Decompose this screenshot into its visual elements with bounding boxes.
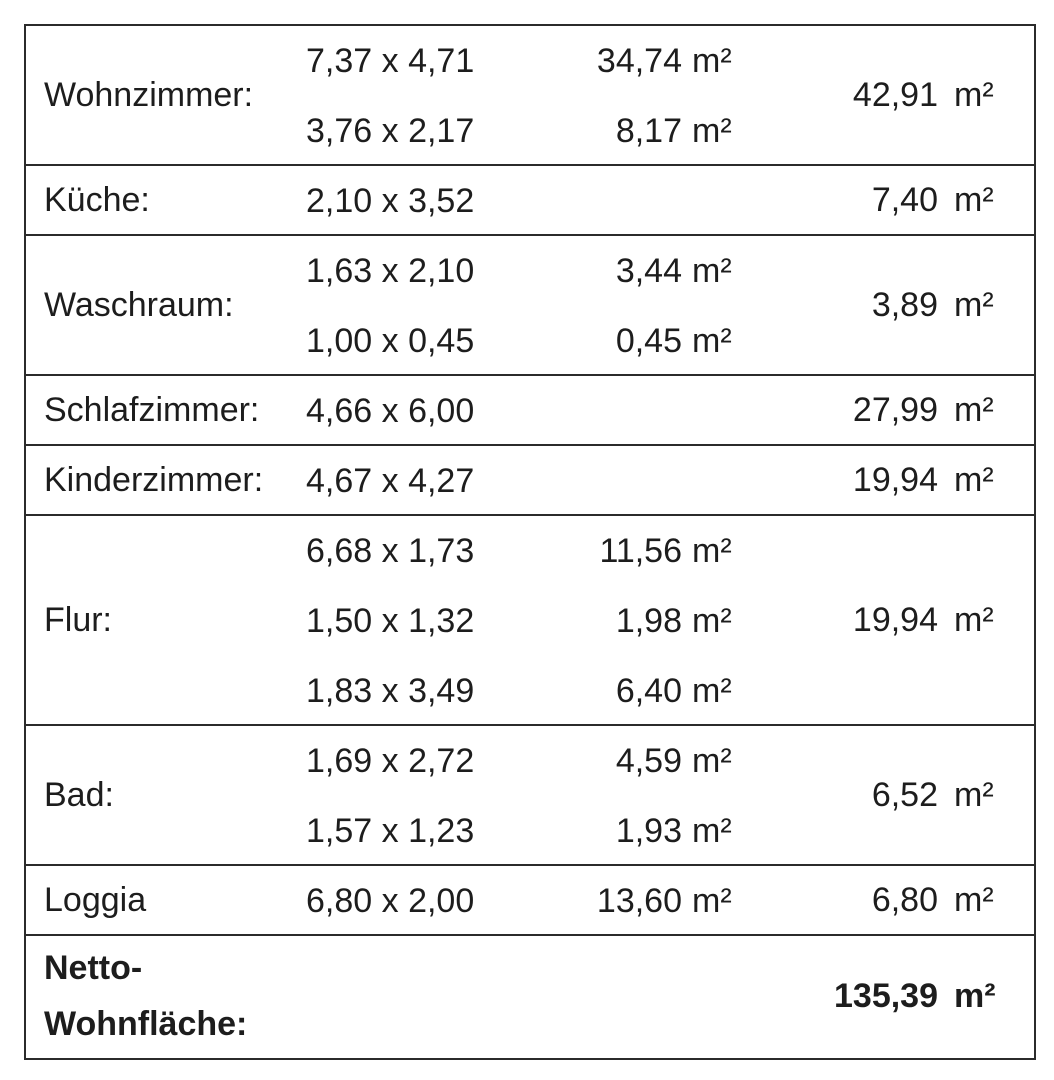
room-total-area: 42,91 [852,76,938,114]
room-total-unit: m² [954,461,994,499]
part-area: 13,60 [596,882,682,920]
room-name: Schlafzimmer: [44,390,260,429]
part-unit: m² [692,112,732,150]
part-dimensions: 6,80 x 2,00 [306,882,475,920]
room-total-area: 19,94 [852,461,938,499]
part-area: 1,93 [615,812,682,850]
summary-label: Netto-Wohnfläche: [44,949,248,1043]
room-name: Flur: [44,600,112,639]
part-unit: m² [692,672,732,710]
summary-total-unit: m² [954,977,996,1015]
room-total-area: 7,40 [871,181,938,219]
room-row-wohnzimmer [26,26,1034,166]
part-unit: m² [692,812,732,850]
room-total-area: 19,94 [852,601,938,639]
part-dimensions: 2,10 x 3,52 [306,182,475,220]
room-total-unit: m² [954,391,994,429]
part-unit: m² [692,252,732,290]
part-unit: m² [692,602,732,640]
room-total-unit: m² [954,286,994,324]
part-dimensions: 1,63 x 2,10 [306,252,475,290]
part-area: 8,17 [615,112,682,150]
room-total-area: 6,80 [871,881,938,919]
part-dimensions: 4,66 x 6,00 [306,392,475,430]
part-dimensions: 1,00 x 0,45 [306,322,475,360]
summary-row [26,936,1034,1056]
room-total-unit: m² [954,181,994,219]
part-unit: m² [692,742,732,780]
room-total-area: 6,52 [871,776,938,814]
part-area: 4,59 [615,742,682,780]
room-name: Loggia [44,880,147,919]
room-total-area: 3,89 [871,286,938,324]
room-row-waschraum [26,236,1034,376]
room-row-flur [26,516,1034,726]
part-dimensions: 6,68 x 1,73 [306,532,475,570]
part-area: 6,40 [615,672,682,710]
room-total-unit: m² [954,76,994,114]
part-area: 1,98 [615,602,682,640]
part-unit: m² [692,322,732,360]
part-unit: m² [692,882,732,920]
room-name: Küche: [44,180,150,219]
room-row-loggia [26,866,1034,936]
part-dimensions: 1,57 x 1,23 [306,812,475,850]
room-total-unit: m² [954,776,994,814]
room-total-unit: m² [954,601,994,639]
room-name: Waschraum: [44,285,234,324]
summary-total-area: 135,39 [834,977,938,1015]
room-row-kinderzimmer [26,446,1034,516]
room-total-unit: m² [954,881,994,919]
part-area: 3,44 [615,252,682,290]
part-unit: m² [692,42,732,80]
part-dimensions: 3,76 x 2,17 [306,112,475,150]
room-name: Bad: [44,775,114,814]
part-dimensions: 1,83 x 3,49 [306,672,475,710]
part-dimensions: 1,50 x 1,32 [306,602,475,640]
room-row-schlafzimmer [26,376,1034,446]
area-table [24,24,1036,1060]
part-dimensions: 4,67 x 4,27 [306,462,475,500]
room-row-bad [26,726,1034,866]
part-unit: m² [692,532,732,570]
part-area: 0,45 [615,322,682,360]
part-dimensions: 7,37 x 4,71 [306,42,475,80]
room-row-kueche [26,166,1034,236]
part-area: 34,74 [596,42,682,80]
part-dimensions: 1,69 x 2,72 [306,742,475,780]
part-area: 11,56 [599,532,682,570]
room-name: Kinderzimmer: [44,460,264,499]
room-total-area: 27,99 [852,391,938,429]
room-name: Wohnzimmer: [44,75,254,114]
